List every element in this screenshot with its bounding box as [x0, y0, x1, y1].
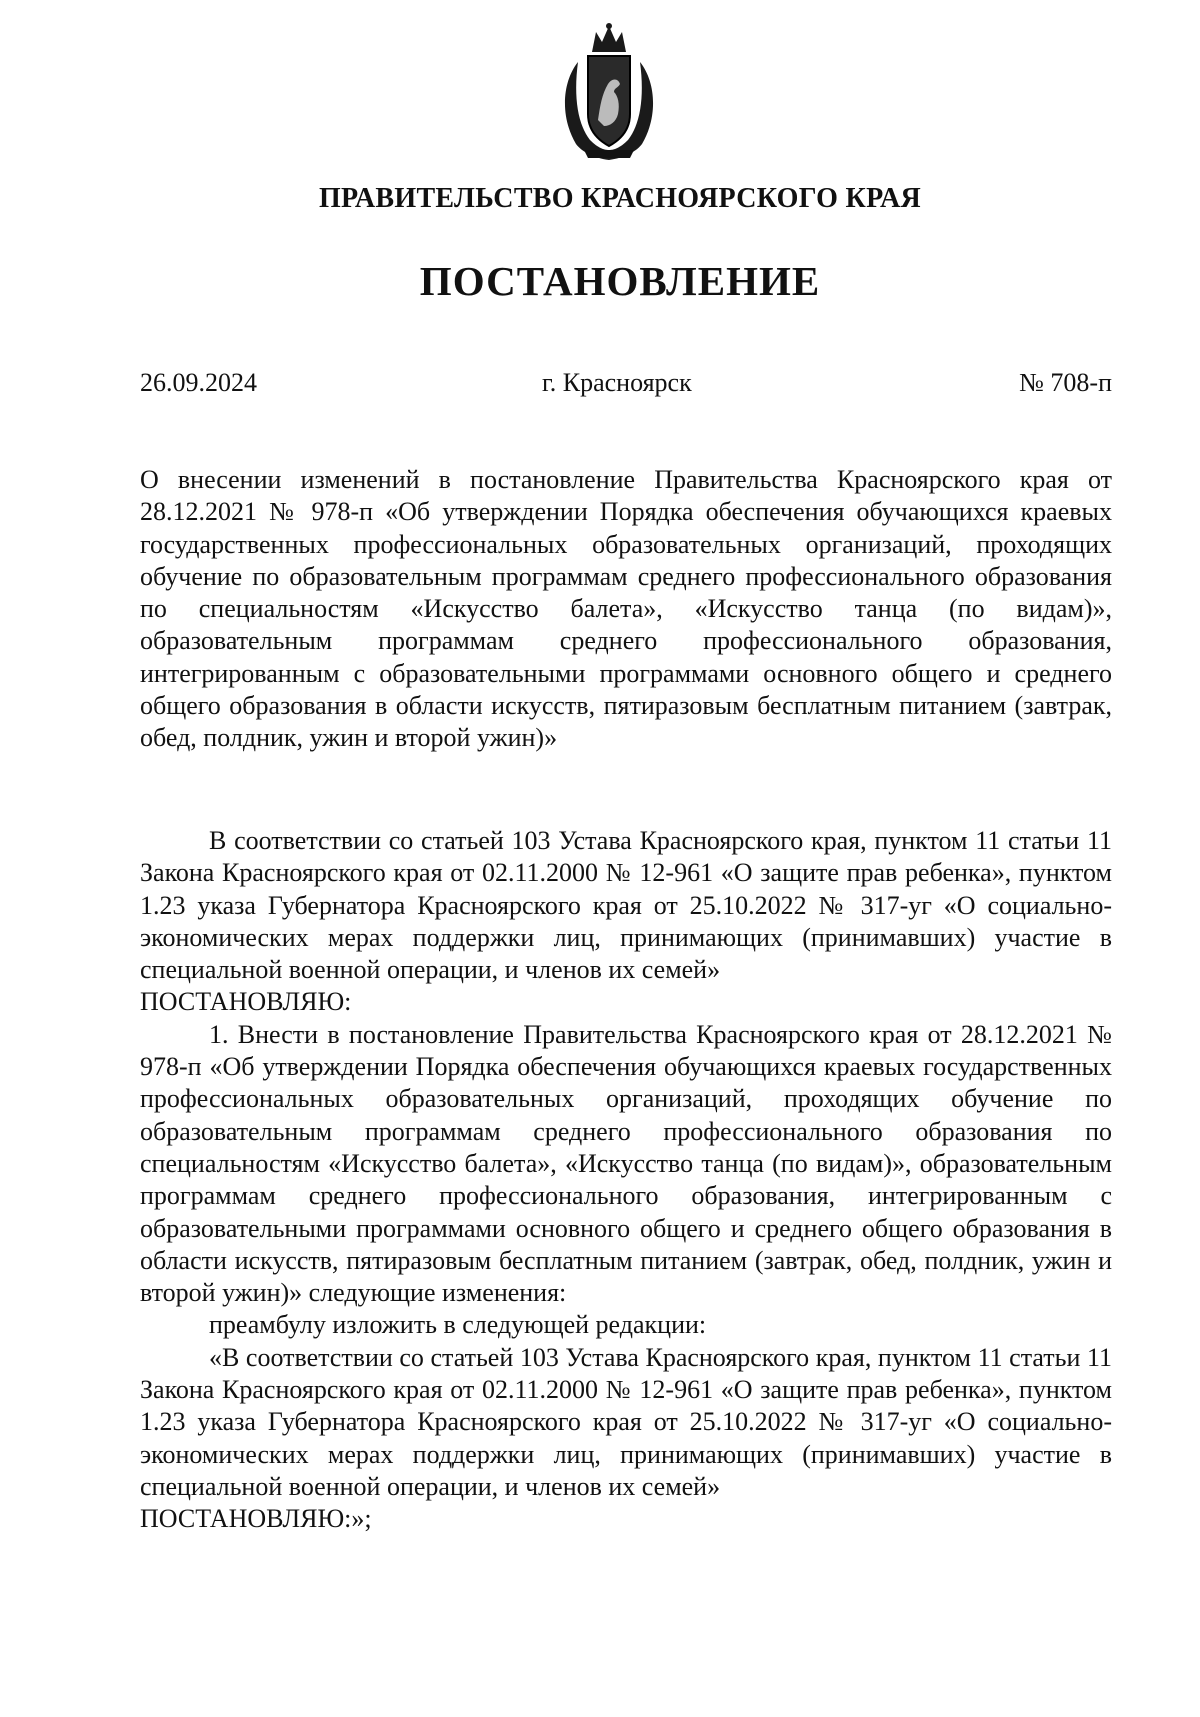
quoted-decree-word: ПОСТАНОВЛЯЮ:»;: [140, 1504, 372, 1534]
preamble-paragraph: В соответствии со статьей 103 Устава Красноярского края, пунктом 11 статьи 11 Закона Красноярского края от 02.11.2000 № 12-961 «О защите прав ребенка», пунктом 1.23 указа Губернатора Красноярского края от 25.10.2022 № 317-уг «О социально-экономических мерах поддержки лиц, принимающих (принимавших) участие в специальной военной операции, и членов их семей»: [140, 826, 1112, 985]
document-body: [140, 825, 1112, 1536]
krasnoyarsk-coat-of-arms-icon: [558, 22, 660, 162]
document-date: 26.09.2024: [140, 368, 257, 397]
item-1-paragraph: 1. Внести в постановление Правительства Красноярского края от 28.12.2021 № 978-п «Об утверждении Порядка обеспечения обучающихся краевых государственных профессиональных образовательных организаций, проходящих обучение по образовательным программам среднего профессионального образования по специальностям «Искусство балета», «Искусство танца (по видам)», образовательным программам среднего профессионального образования, интегрированным с образовательными программами основного общего и среднего общего образования в области искусств, пятиразовым бесплатным питанием (завтрак, обед, полдник, ужин и второй ужин)» следующие изменения:: [140, 1019, 1112, 1308]
instruction-paragraph: преамбулу изложить в следующей редакции:: [209, 1310, 707, 1340]
quoted-preamble-paragraph: «В соответствии со статьей 103 Устава Красноярского края, пунктом 11 статьи 11 Закона Красноярского края от 02.11.2000 № 12-961 «О защите прав ребенка», пунктом 1.23 указа Губернатора Красноярского края от 25.10.2022 № 317-уг «О социально-экономических мерах поддержки лиц, принимающих (принимавших) участие в специальной военной операции, и членов их семей»: [140, 1342, 1112, 1501]
document-subject: О внесении изменений в постановление Правительства Красноярского края от 28.12.2021 № 978-п «Об утверждении Порядка обеспечения обучающихся краевых государственных профессиональных образовательных организаций, проходящих обучение по образовательным программам среднего профессионального образования по специальностям «Искусство балета», «Искусство танца (по видам)», образовательным программам среднего профессионального образования, интегрированным с образовательными программами основного общего и среднего общего образования в области искусств, пятиразовым бесплатным питанием (завтрак, обед, полдник, ужин и второй ужин)»: [140, 465, 1112, 753]
document-meta-row: [140, 368, 1112, 404]
organization-title: ПРАВИТЕЛЬСТВО КРАСНОЯРСКОГО КРАЯ: [318, 183, 922, 214]
document-city: г. Красноярск: [542, 368, 692, 397]
document-type-title: ПОСТАНОВЛЕНИЕ: [419, 258, 821, 304]
document-number: № 708-п: [1019, 368, 1112, 397]
decree-word: ПОСТАНОВЛЯЮ:: [140, 987, 352, 1017]
